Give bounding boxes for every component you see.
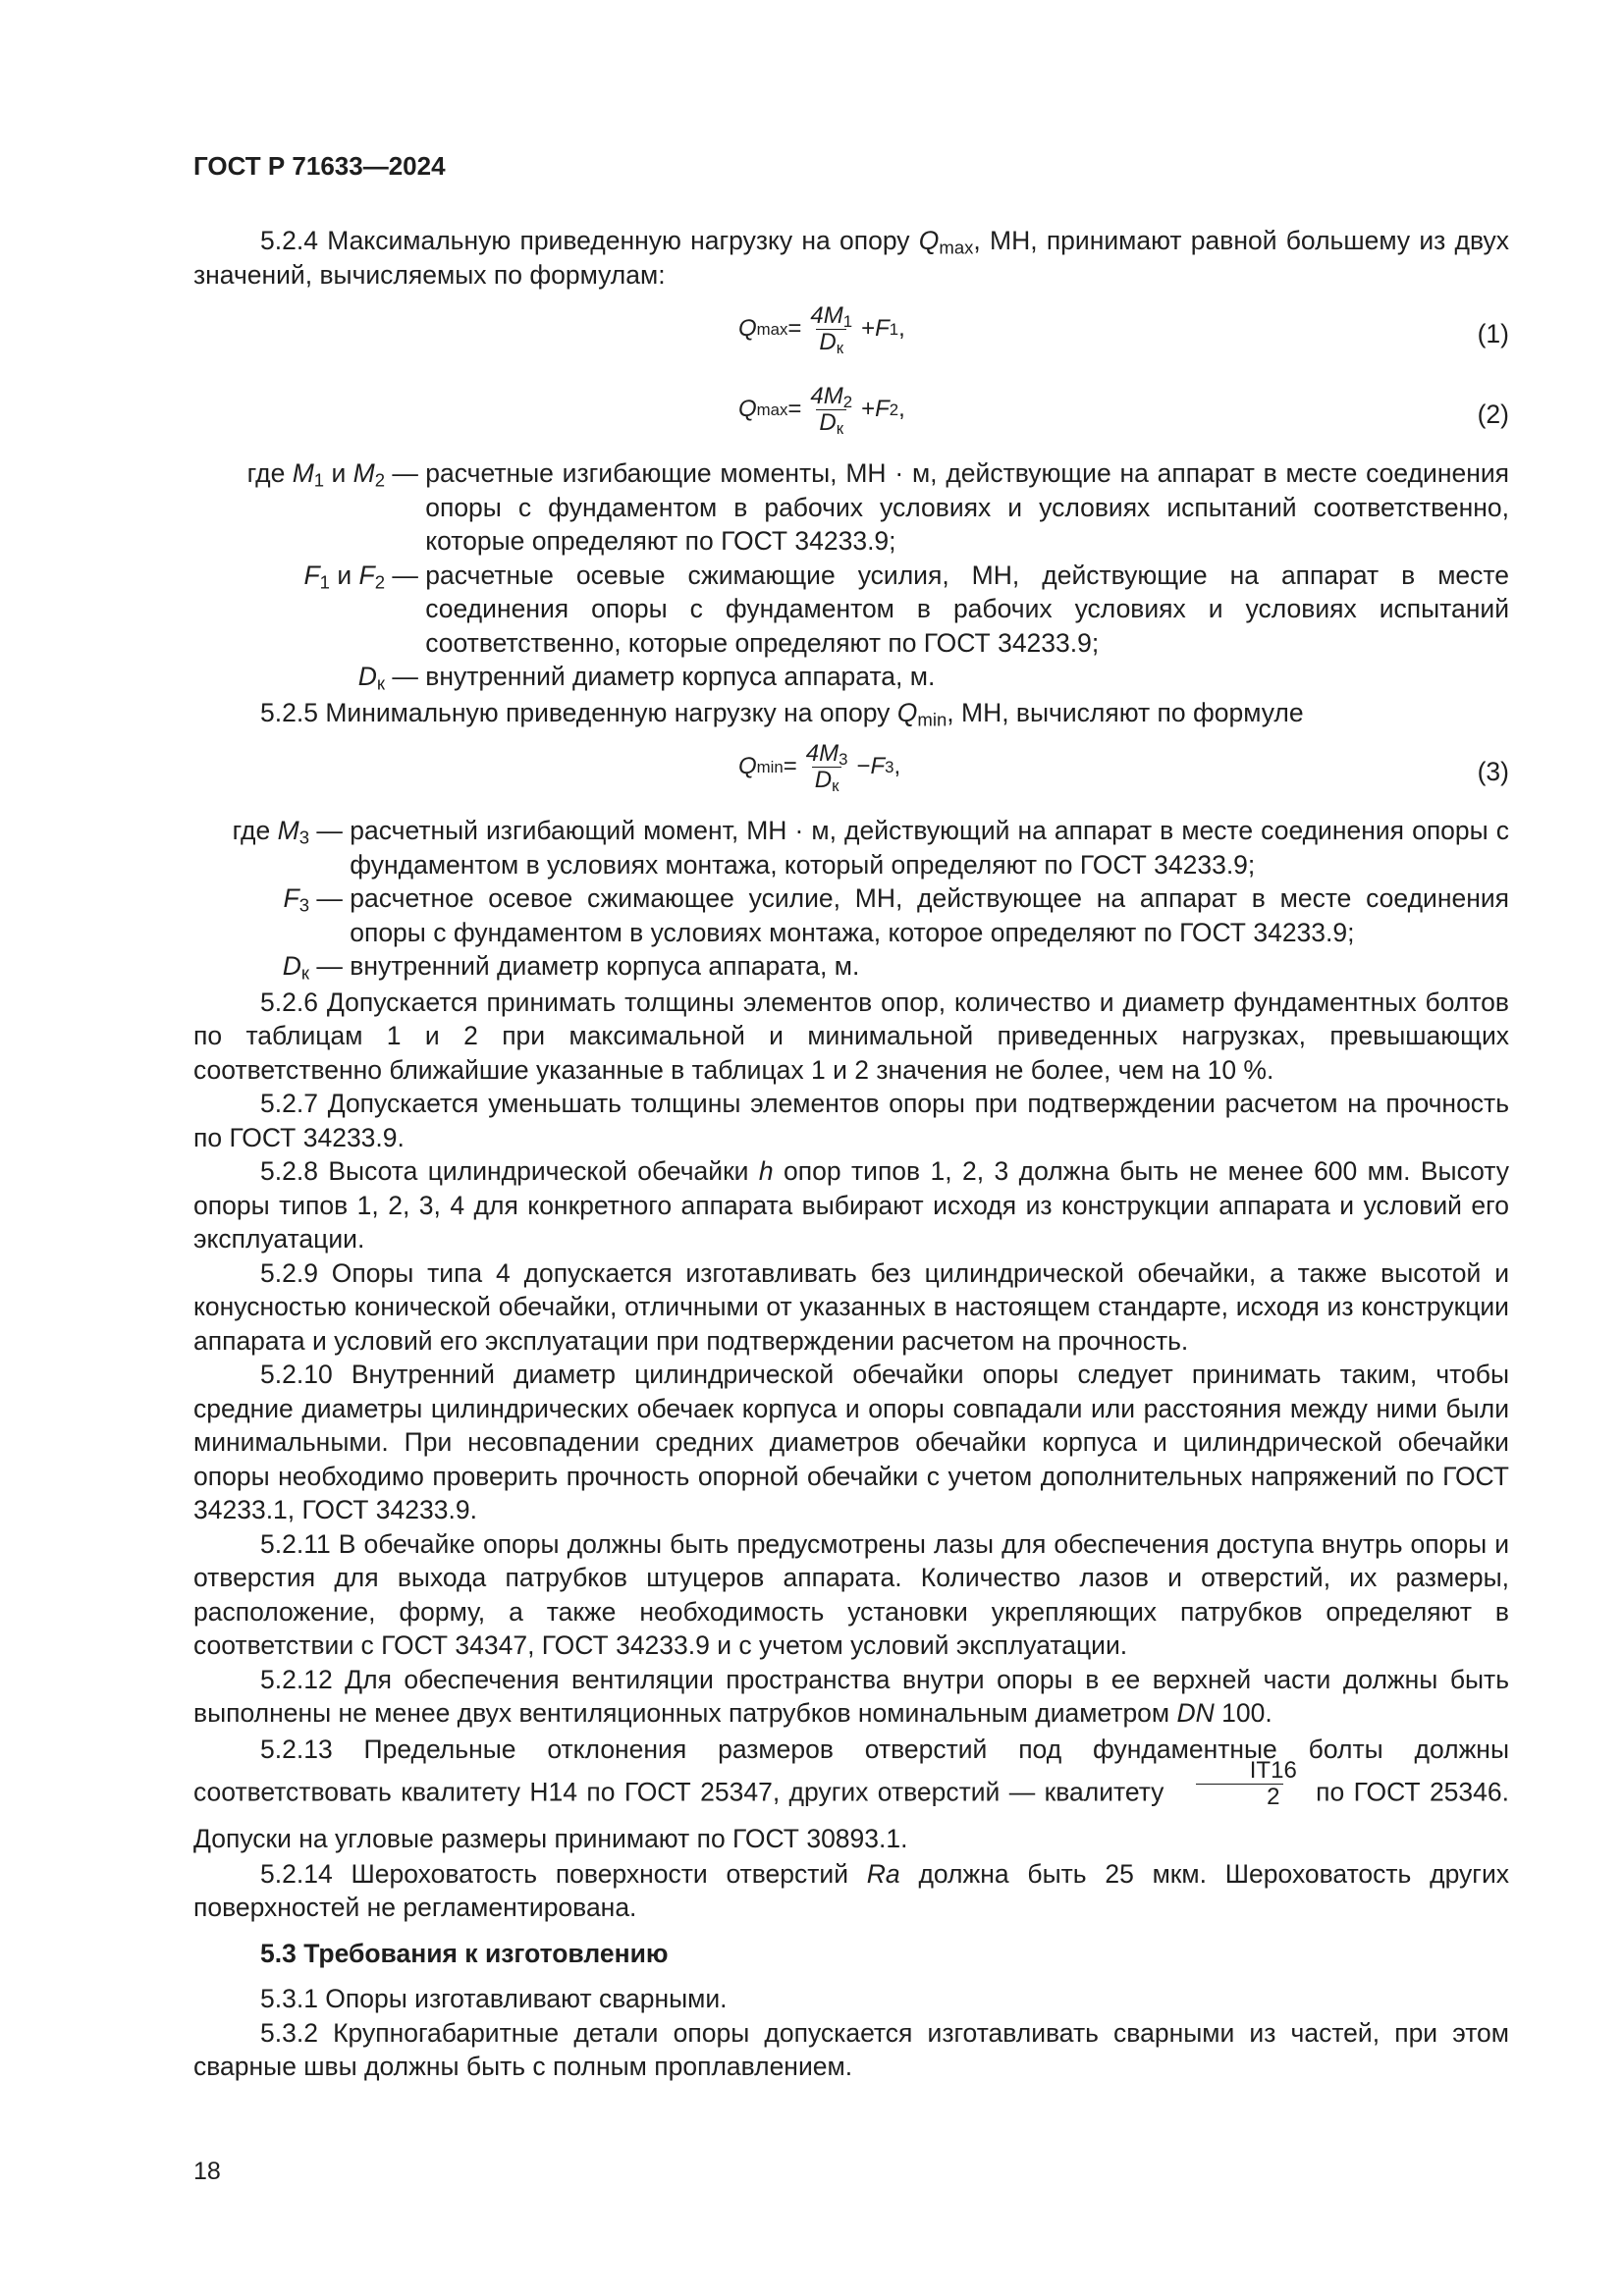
punctuation: , [898, 315, 905, 343]
text-run: должна быть 25 мкм. Шероховатость других поверхностей не регламентирована. [193, 1858, 1509, 1922]
paragraph-5-2-7: 5.2.7 Допускается уменьшать толщины элементов опоры при подтверждении расчетом на прочность по ГОСТ 34233.9. [193, 1089, 1509, 1152]
definition-item [193, 949, 1509, 984]
definition-text: внутренний диаметр корпуса аппарата, м. [425, 662, 936, 691]
operator: + [861, 315, 876, 343]
subscript: min [917, 709, 947, 730]
dash: — [385, 560, 426, 590]
denominator: 2 [1196, 1784, 1283, 1810]
subscript: к [836, 419, 844, 439]
definition-text: расчетный изгибающий момент, МН · м, действующий на аппарат в месте соединения опоры с фундаментом в условиях монтажа, который определяют по ГОСТ 34233.9; [350, 816, 1509, 880]
symbol: D [282, 951, 301, 981]
definition-term [193, 949, 309, 984]
subscript: 3 [298, 894, 309, 916]
section-heading-5-3: 5.3 Требования к изготовлению [260, 1938, 669, 1968]
paragraph-5-2-13 [193, 1731, 1509, 1857]
paragraph-5-2-10: 5.2.10 Внутренний диаметр цилиндрической обечайки опоры следует принимать таким, чтобы средние диаметры цилиндрических обечаек корпуса и опоры совпадали или расстояния между ними были минимальными. При несовпадении средних диаметров обечайки корпуса и цилиндрической обечайки опоры необходимо проверить прочность опорной обечайки с учетом дополнительных напряжений по ГОСТ 34233.1, ГОСТ 34233.9. [193, 1360, 1509, 1524]
symbol: M [277, 816, 299, 845]
subscript: 1 [313, 469, 325, 491]
numerator: 4M [810, 302, 843, 329]
page-content [193, 224, 1509, 2084]
definition-item [193, 559, 1509, 661]
subscript: 2 [842, 393, 853, 412]
definition-term [193, 456, 385, 491]
formula-1: Q max = $\frac{4M_1}{D_к}$ + F 1 , (1) [738, 302, 1509, 358]
formula-number: (1) [1477, 319, 1509, 348]
formula-number: (2) [1477, 400, 1509, 429]
equals-sign: = [787, 396, 802, 423]
text-run: где [232, 816, 278, 845]
text-run: Минимальную приведенную нагрузку на опору [317, 697, 897, 727]
numerator: IT16 [1249, 1756, 1297, 1784]
dash: — [385, 662, 426, 691]
denominator: D [814, 767, 833, 793]
punctuation: , [893, 753, 901, 780]
operator: + [861, 396, 876, 423]
text-run: 5.2.8 Высота цилиндрической обечайки [260, 1156, 759, 1186]
paragraph-5-2-8 [193, 1154, 1509, 1256]
formula-symbol: Q [738, 753, 757, 780]
paragraph-5-2-11: 5.2.11 В обечайке опоры должны быть предусмотрены лазы для обеспечения доступа внутрь опоры и отверстия для выхода патрубков штуцеров аппарата. Количество лазов и отверстий, их размеры, расположение, форму, а также необходимость установки укрепляющих патрубков определяют в соответствии с ГОСТ 34347, ГОСТ 34233.9 и с учетом условий эксплуатации. [193, 1528, 1509, 1660]
subscript: 2 [374, 571, 385, 593]
symbol: F [303, 560, 320, 590]
definition-term [193, 814, 309, 848]
denominator: D [819, 409, 837, 436]
definition-text: внутренний диаметр корпуса аппарата, м. [350, 951, 860, 981]
document-header: ГОСТ Р 71633—2024 [193, 151, 446, 181]
definition-item [193, 814, 1509, 881]
text-run: опор типов 1, 2, 3 должна быть не менее 600 мм. Высоту опоры типов 1, 2, 3, 4 для конкретного аппарата выбирают исходя из конструкции аппарата и условий его эксплуатации. [193, 1156, 1509, 1254]
definitions-list-2 [193, 814, 1509, 984]
paragraph-5-2-6: 5.2.6 Допускается принимать толщины элементов опор, количество и диаметр фундаментных болтов по таблицам 1 и 2 при максимальной и минимальной приведенных нагрузках, превышающих соответственно ближайшие указанные в таблицах 1 и 2 значения не более, чем на 10 %. [193, 987, 1509, 1085]
definition-term [193, 881, 309, 916]
symbol: Ra [866, 1858, 900, 1889]
paragraph-5-3-1: 5.3.1 Опоры изготавливают сварными. [260, 1984, 728, 2013]
formula-symbol: Q [738, 396, 757, 423]
definitions-list-1 [193, 456, 1509, 694]
text-run: и [329, 560, 359, 590]
definition-item [193, 456, 1509, 559]
paragraph-5-2-9: 5.2.9 Опоры типа 4 допускается изготавливать без цилиндрической обечайки, а также высотой и конусностью конической обечайки, отличными от указанных в настоящем стандарте, исходя из конструкции аппарата и условий его эксплуатации при подтверждении расчетом на прочность. [193, 1257, 1509, 1356]
symbol: F [358, 560, 375, 590]
denominator: D [819, 329, 837, 355]
formula-3: Q min = $\frac{4M_3}{D_к}$ − F 3 , (3) [738, 740, 1509, 796]
clause-number: 5.2.5 [260, 697, 318, 727]
fraction [807, 383, 855, 439]
subscript: к [300, 962, 309, 984]
text-run: , МН, принимают равной большему из двух значений, вычисляемых по формулам: [193, 226, 1509, 290]
text-run: Максимальную приведенную нагрузку на опору [317, 226, 919, 255]
formula-number: (3) [1477, 757, 1509, 786]
operator: − [856, 753, 871, 780]
formula-symbol: F [870, 753, 886, 780]
formula-symbol: Q [738, 315, 757, 343]
inline-fraction [1179, 1758, 1301, 1810]
definition-text: расчетные осевые сжимающие усилия, МН, действующие на аппарат в месте соединения опоры с фундаментом в рабочих условиях и условиях испытаний соответственно, которые определяют по ГОСТ 34233.9; [425, 560, 1509, 658]
dash: — [309, 951, 351, 981]
equals-sign: = [787, 315, 802, 343]
formula-symbol: F [875, 396, 890, 423]
definition-item [193, 881, 1509, 949]
subscript: к [832, 776, 839, 796]
text-run: 5.2.14 Шероховатость поверхности отверстий [260, 1858, 867, 1889]
subscript: 1 [319, 571, 330, 593]
subscript: к [836, 339, 844, 358]
paragraph-5-3-2: 5.3.2 Крупногабаритные детали опоры допускается изготавливать сварными из частей, при этом сварные швы должны быть с полным проплавлением. [193, 2017, 1509, 2081]
numerator: 4M [810, 383, 843, 409]
text-run: и [324, 458, 353, 488]
subscript: max [939, 237, 974, 258]
paragraph-5-2-12 [193, 1663, 1509, 1731]
symbol: M [292, 458, 314, 488]
dash: — [385, 458, 426, 488]
text-run: 100. [1214, 1698, 1272, 1728]
paragraph-5-2-14 [193, 1857, 1509, 1925]
clause-number: 5.2.4 [260, 226, 318, 255]
subscript: 1 [842, 312, 853, 332]
punctuation: , [898, 396, 905, 423]
symbol: Q [896, 697, 918, 727]
symbol: h [758, 1156, 774, 1186]
symbol: F [283, 883, 299, 913]
paragraph-5-2-4 [193, 224, 1509, 292]
equals-sign: = [783, 753, 797, 780]
numerator: 4M [805, 740, 839, 767]
formula-2: Q max = $\frac{4M_2}{D_к}$ + F 2 , (2) [738, 383, 1509, 439]
subscript: 3 [298, 827, 309, 848]
formula-symbol: F [875, 315, 890, 343]
definition-term [193, 559, 385, 593]
text-run: по ГОСТ 25346. Допуски на угловые размеры принимают по ГОСТ 30893.1. [193, 1777, 1509, 1853]
definition-text: расчетное осевое сжимающее усилие, МН, действующее на аппарат в месте соединения опоры с фундаментом в условиях монтажа, которое определяют по ГОСТ 34233.9; [350, 883, 1509, 947]
subscript: к [376, 672, 385, 694]
definition-item [193, 660, 1509, 694]
symbol: Q [918, 226, 940, 255]
dash: — [309, 883, 351, 913]
text-run: 5.2.13 Предельные отклонения размеров отверстий под фундаментные болты должны соответствовать квалитету Н14 по ГОСТ 25347, других отверстий — квалитету [193, 1734, 1509, 1806]
symbol: DN [1176, 1698, 1215, 1728]
page-number: 18 [193, 2158, 221, 2185]
text-run: , МН, вычисляют по формуле [947, 697, 1304, 727]
fraction [807, 302, 855, 358]
text-run: 5.2.12 Для обеспечения вентиляции пространства внутри опоры в ее верхней части должны быть выполнены не менее двух вентиляционных патрубков номинальным диаметром [193, 1664, 1509, 1728]
definition-term [193, 660, 385, 694]
subscript: 3 [839, 750, 848, 770]
subscript: 2 [374, 469, 385, 491]
definition-text: расчетные изгибающие моменты, МН · м, действующие на аппарат в месте соединения опоры с фундаментом в рабочих условиях и условиях испытаний соответственно, которые определяют по ГОСТ 34233.9; [425, 458, 1509, 556]
dash: — [309, 816, 351, 845]
symbol: M [352, 458, 375, 488]
fraction [803, 740, 851, 796]
symbol: D [357, 662, 377, 691]
paragraph-5-2-5 [193, 696, 1509, 730]
text-run: где [246, 458, 293, 488]
